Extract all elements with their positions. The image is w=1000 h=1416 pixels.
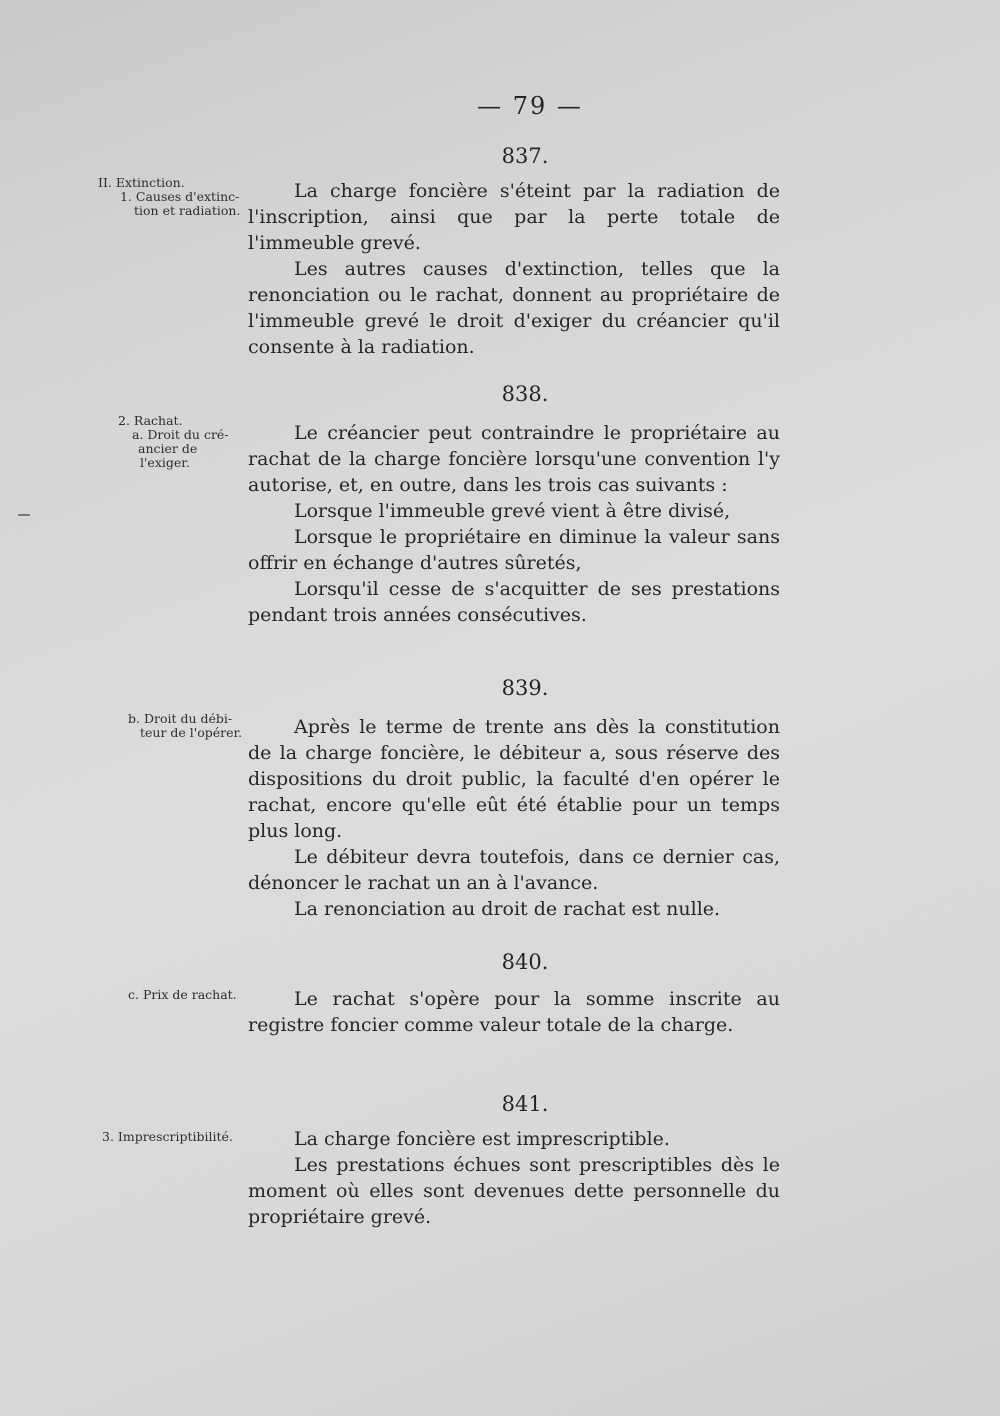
article-number: 839. [501,676,549,700]
article-body [248,1126,780,1230]
margin-line: tion et radiation. [134,203,241,218]
page-number: — 79 — [477,92,583,120]
scan-mark [18,514,30,516]
article-body [248,178,780,360]
paragraph: Lorsque l'immeuble grevé vient à être divisé, [294,500,731,522]
paragraph: La renonciation au droit de rachat est nulle. [294,898,721,920]
article-body [248,986,780,1038]
paragraph: La charge foncière est imprescriptible. [294,1128,670,1150]
article-number: 837. [501,144,549,168]
article-number: 838. [501,382,549,406]
article-body [248,420,780,628]
margin-line: l'exiger. [140,455,190,470]
paragraph: Le créancier peut contraindre le propriétaire au rachat de la charge foncière lorsqu'une convention l'y autorise, et, en outre, dans les trois cas suivants : [248,422,780,496]
article-number: 840. [501,950,549,974]
margin-note [128,712,248,740]
margin-line: b. Droit du débi- [128,711,233,726]
margin-line: II. Extinction. [98,175,185,190]
paragraph: Lorsque le propriétaire en diminue la valeur sans offrir en échange d'autres sûretés, [248,526,780,574]
margin-line: ancier de [138,441,198,456]
paragraph: Le débiteur devra toutefois, dans ce dernier cas, dénoncer le rachat un an à l'avance. [248,846,780,894]
margin-note [128,988,248,1002]
article-body [248,714,780,922]
margin-line: teur de l'opérer. [140,725,243,740]
paragraph: Les prestations échues sont prescriptibles dès le moment où elles sont devenues dette personnelle du propriétaire grevé. [248,1154,780,1228]
paragraph: La charge foncière s'éteint par la radiation de l'inscription, ainsi que par la perte totale de l'immeuble grevé. [248,180,780,254]
margin-note [98,176,248,218]
margin-line: 2. Rachat. [118,413,183,428]
paragraph: Lorsqu'il cesse de s'acquitter de ses prestations pendant trois années consécutives. [248,578,780,626]
margin-line: c. Prix de rachat. [128,987,237,1002]
paragraph: Après le terme de trente ans dès la constitution de la charge foncière, le débiteur a, sous réserve des dispositions du droit public, la faculté d'en opérer le rachat, encore qu'elle eût été établie pour un temps plus long. [248,716,780,842]
article-number: 841. [501,1092,549,1116]
margin-note [102,1130,248,1144]
margin-line: 3. Imprescriptibilité. [102,1129,233,1144]
paragraph: Les autres causes d'extinction, telles que la renonciation ou le rachat, donnent au propriétaire de l'immeuble grevé le droit d'exiger du créancier qu'il consente à la radiation. [248,258,780,358]
margin-line: a. Droit du cré- [132,427,229,442]
margin-line: 1. Causes d'extinc- [120,189,240,204]
paragraph: Le rachat s'opère pour la somme inscrite au registre foncier comme valeur totale de la charge. [248,988,780,1036]
margin-note [118,414,248,470]
